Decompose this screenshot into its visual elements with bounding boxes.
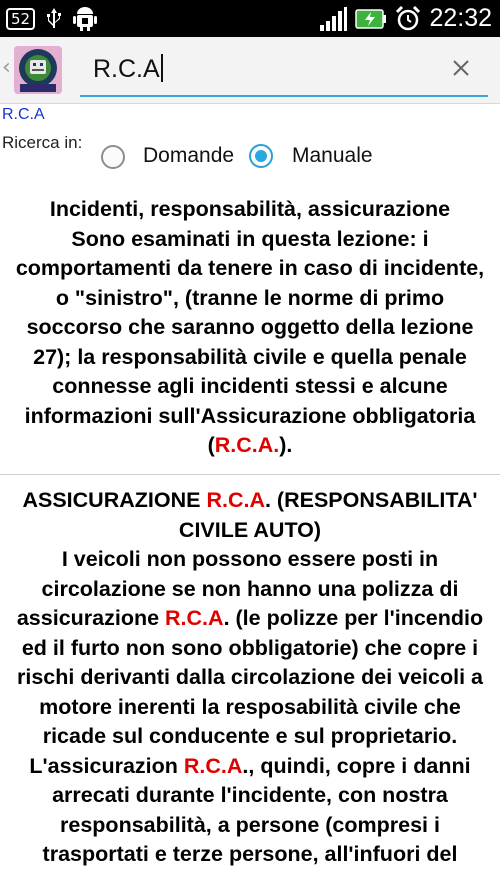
highlight-term: R.C.A. bbox=[214, 433, 280, 457]
battery-charging-icon bbox=[355, 8, 387, 30]
result-body: I veicoli non possono essere posti in circolazione se non hanno una polizza di assicurazione R.C.A. (le polizze per l'incendio ed il furto non sono obbligatorie) che copre i rischi derivanti dalla circolazione dei veicoli a motore inerenti la resposabilità civile che ricade sul conducente e sul proprietario. bbox=[16, 547, 484, 748]
android-debug-icon bbox=[73, 6, 97, 32]
app-logo-icon[interactable] bbox=[14, 46, 62, 94]
result-title: ASSICURAZIONE R.C.A. (RESPONSABILITA' CIVILE AUTO) bbox=[22, 488, 478, 542]
radio-domande[interactable] bbox=[101, 145, 125, 169]
close-icon bbox=[452, 59, 470, 77]
search-field[interactable] bbox=[80, 45, 488, 97]
notification-count-badge: 52 bbox=[6, 8, 35, 30]
text-cursor bbox=[161, 54, 163, 82]
radio-domande-label[interactable]: Domande bbox=[143, 144, 235, 167]
signal-strength-icon bbox=[319, 6, 347, 32]
result-title: Incidenti, responsabilità, assicurazione bbox=[49, 197, 451, 221]
up-navigation-icon[interactable]: ‹ bbox=[2, 55, 11, 80]
radio-manuale-label[interactable]: Manuale bbox=[292, 144, 373, 167]
highlight-term: R.C.A bbox=[165, 606, 224, 630]
search-input[interactable]: R.C.A bbox=[93, 54, 163, 84]
status-clock: 22:32 bbox=[429, 4, 492, 32]
result-item[interactable] bbox=[8, 486, 492, 870]
query-label: R.C.A bbox=[2, 106, 45, 123]
result-divider bbox=[0, 474, 500, 475]
radio-manuale[interactable] bbox=[249, 144, 273, 168]
alarm-clock-icon bbox=[395, 6, 421, 32]
status-bar bbox=[0, 0, 500, 37]
search-in-label: Ricerca in: bbox=[2, 133, 83, 152]
clear-search-button[interactable] bbox=[444, 51, 478, 85]
result-body: L'assicurazion R.C.A., quindi, copre i danni arrecati durante l'incidente, con nostra responsabilità, a persone (compresi i trasportati e terze persone, all'infuori del bbox=[29, 753, 471, 866]
highlight-term: R.C.A bbox=[206, 488, 265, 512]
result-body: Sono esaminati in questa lezione: i comportamenti da tenere in caso di incidente, o "sinistro", (tranne le norme di primo soccorso che saranno oggetto della lezione 27); la responsabilità civile e quella penale connesse agli incidenti stessi e alcune informazioni sull'Assicurazione obbligatoria (R.C.A.). bbox=[15, 226, 485, 457]
usb-icon bbox=[45, 7, 63, 31]
result-item[interactable] bbox=[8, 195, 492, 461]
action-bar bbox=[0, 37, 500, 104]
highlight-term: R.C.A bbox=[183, 753, 243, 778]
